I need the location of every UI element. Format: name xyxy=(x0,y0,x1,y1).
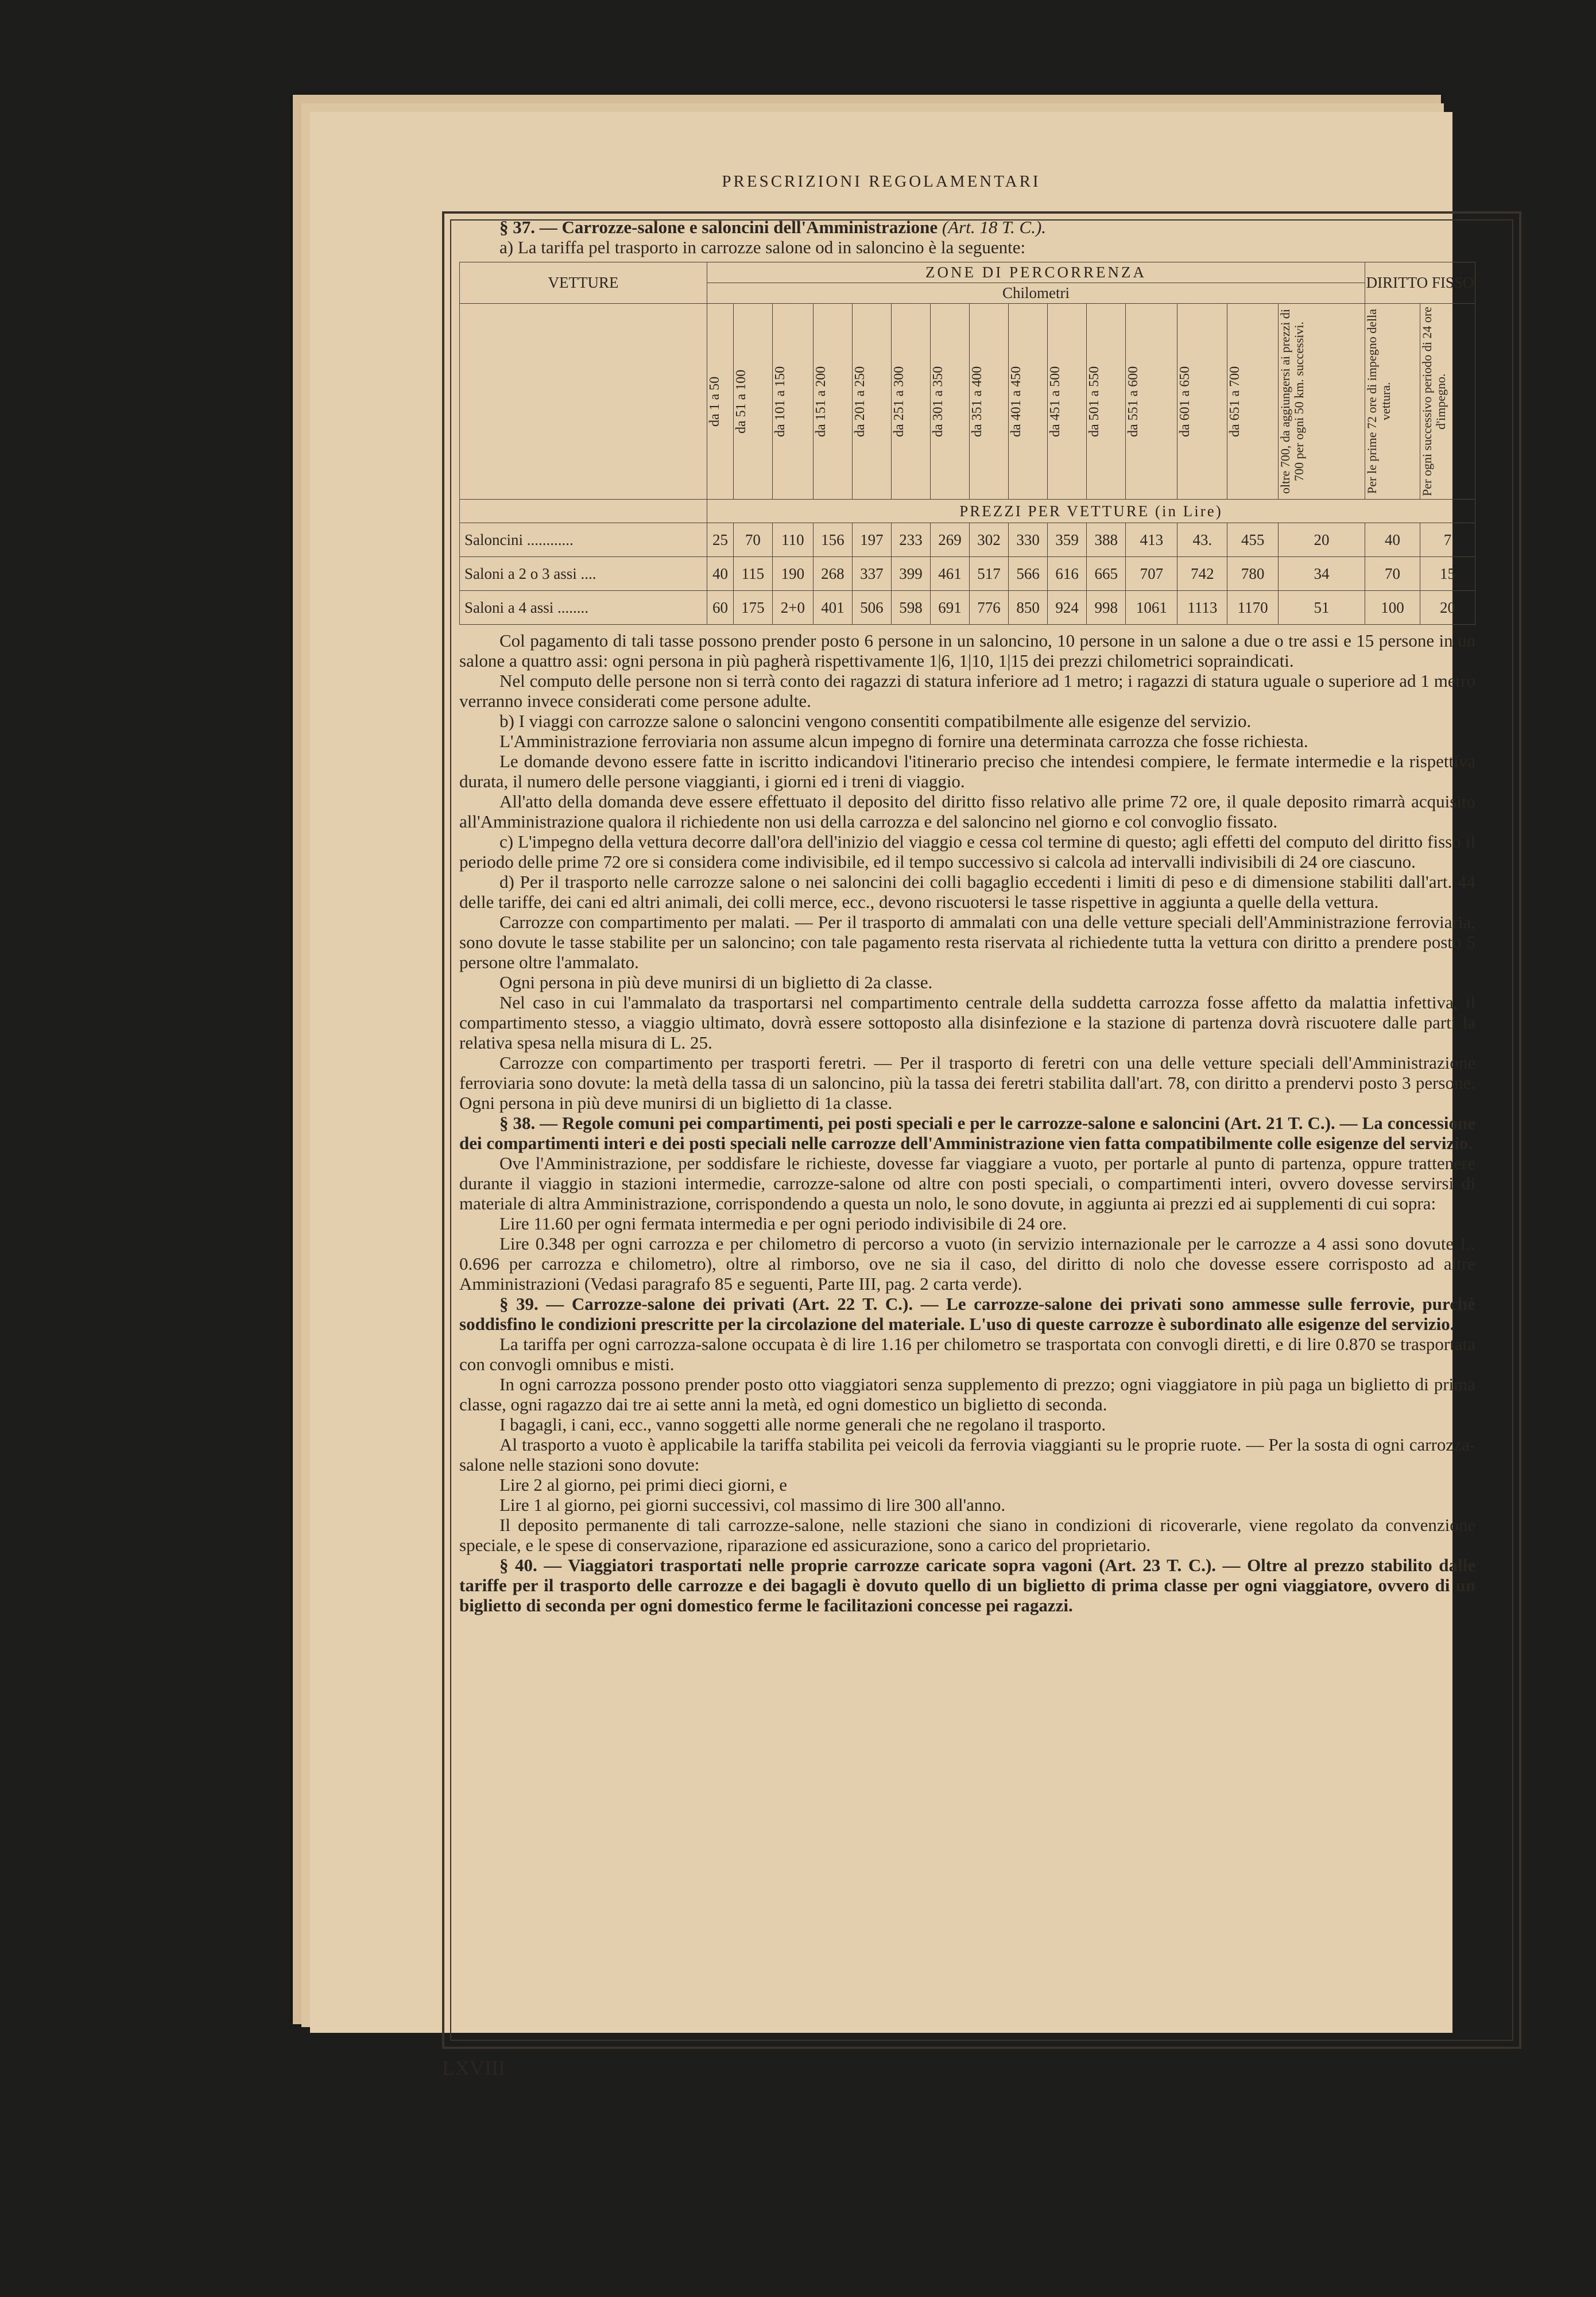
section-37-intro: a) La tariffa pel trasporto in carrozze salone od in saloncino è la seguente: xyxy=(499,237,1026,257)
price-cell: 399 xyxy=(891,557,930,591)
zone-label: da 251 a 300 xyxy=(891,366,907,437)
paragraph: La tariffa per ogni carrozza-salone occupata è di lire 1.16 per chilometro se trasportata con convogli diretti, e di lire 0.870 se trasportata con convogli omnibus e misti. xyxy=(459,1334,1475,1374)
price-cell: 517 xyxy=(970,557,1009,591)
paragraph: Nel caso in cui l'ammalato da trasportarsi nel compartimento centrale della suddetta carrozza fosse affetto da malattia infettiva, il compartimento stesso, a viaggio ultimato, dovrà essere sottoposto alla disinfezione e la stazione di partenza dovrà riscuotere dalle parti la relativa spesa nella misura di L. 25. xyxy=(459,992,1475,1053)
zone-cell xyxy=(1009,304,1048,500)
price-cell: 776 xyxy=(970,591,1009,625)
zone-header: ZONE DI PERCORRENZA xyxy=(707,262,1365,283)
paragraph: Carrozze con compartimento per malati. — Per il trasporto di ammalati con una delle vetture speciali dell'Amministrazione ferroviaria, sono dovute le tasse stabilite per un saloncino; con tale pagamento resta riservata al richiedente tutta la vettura con diritto a prendere posto 5 persone oltre l'ammalato. xyxy=(459,912,1475,972)
section-37-ref: (Art. 18 T. C.). xyxy=(942,217,1047,237)
zone-cell xyxy=(772,304,813,500)
price-cell: 175 xyxy=(733,591,772,625)
successivo-label: Per ogni successivo periodo di 24 ore d'impegno. xyxy=(1420,307,1448,496)
price-cell: 691 xyxy=(930,591,969,625)
paragraph: Il deposito permanente di tali carrozze-salone, nelle stazioni che siano in condizioni di ricoverarle, viene regolato da convenzione speciale, e le spese di conservazione, riparazione ed assicurazione, sono a carico del proprietario. xyxy=(459,1515,1475,1555)
section-40-paragraph: § 40. — Viaggiatori trasportati nelle proprie carrozze caricate sopra vagoni (Art. 23 T. C.). — Oltre al prezzo stabilito dalle tariffe per il trasporto delle carrozze e dei bagagli è dovuto quello di un biglietto di prima classe per ogni viaggiatore, ovvero di un biglietto di seconda per ogni domestico ferme le facilitazioni concesse pei ragazzi. xyxy=(459,1555,1475,1615)
page-number: LXVIII xyxy=(442,2056,505,2079)
row-label: Saloni a 2 o 3 assi .... xyxy=(460,557,707,591)
price-cell: 1170 xyxy=(1227,591,1279,625)
zone-label: da 101 a 150 xyxy=(772,366,788,437)
running-header: PRESCRIZIONI REGOLAMENTARI xyxy=(722,172,1041,191)
blank-cell xyxy=(460,500,707,523)
prezzi-header: PREZZI PER VETTURE (in Lire) xyxy=(707,500,1475,523)
zone-label: da 301 a 350 xyxy=(930,366,946,437)
row-label: Saloncini ............ xyxy=(460,523,707,557)
prime72-cell xyxy=(1365,304,1420,500)
paragraph: Lire 11.60 per ogni fermata intermedia e per ogni periodo indivisibile di 24 ore. xyxy=(499,1213,1067,1233)
zone-label: da 551 a 600 xyxy=(1126,366,1141,437)
zone-label: da 651 a 700 xyxy=(1227,366,1243,437)
successivo-cell xyxy=(1420,304,1475,500)
zone-cell xyxy=(813,304,852,500)
price-cell: 115 xyxy=(733,557,772,591)
oltre-label: oltre 700, da aggiungersi ai prezzi di 700 per ogni 50 km. successivi. xyxy=(1278,309,1306,494)
price-cell: 51 xyxy=(1279,591,1365,625)
table-row xyxy=(460,591,1475,625)
price-cell: 302 xyxy=(970,523,1009,557)
price-cell: 40 xyxy=(1365,523,1420,557)
price-cell: 665 xyxy=(1087,557,1126,591)
tariff-table xyxy=(459,262,1475,625)
price-cell: 70 xyxy=(733,523,772,557)
price-cell: 455 xyxy=(1227,523,1279,557)
price-cell: 388 xyxy=(1087,523,1126,557)
zone-label: da 51 a 100 xyxy=(733,369,749,434)
paragraph: Col pagamento di tali tasse possono prender posto 6 persone in un saloncino, 10 persone in un salone a due o tre assi e 15 persone in un salone a quattro assi: ogni persona in più pagherà rispettivamente 1|6, 1|10, 1|15 dei prezzi chilometrici sopraindicati. xyxy=(459,631,1475,671)
zone-label: da 351 a 400 xyxy=(970,366,985,437)
price-cell: 40 xyxy=(707,557,734,591)
price-cell: 337 xyxy=(852,557,891,591)
price-cell: 60 xyxy=(707,591,734,625)
blank-cell xyxy=(460,304,707,500)
paragraph: In ogni carrozza possono prender posto otto viaggiatori senza supplemento di prezzo; ogni viaggiatore in più paga un biglietto di prima classe, ogni ragazzo dai tre ai sette anni la metà, ed ogni domestico un biglietto di seconda. xyxy=(459,1374,1475,1414)
price-cell: 707 xyxy=(1126,557,1177,591)
col-vetture-header: VETTURE xyxy=(460,262,707,304)
zone-cell xyxy=(930,304,969,500)
paragraph: I bagagli, i cani, ecc., vanno soggetti alle norme generali che ne regolano il trasporto. xyxy=(499,1414,1106,1434)
zone-label: da 201 a 250 xyxy=(852,366,867,437)
price-cell: 20 xyxy=(1420,591,1475,625)
paragraph: Carrozze con compartimento per trasporti feretri. — Per il trasporto di feretri con una delle vetture speciali dell'Amministrazione ferroviaria sono dovute: la metà della tassa di un saloncino, più la tassa dei feretri stabilita dall'art. 78, con diritto a prendervi posto 3 persone. Ogni persona in più deve munirsi di un biglietto di 1a classe. xyxy=(459,1053,1475,1113)
price-cell: 566 xyxy=(1009,557,1048,591)
paragraph: Lire 1 al giorno, pei giorni successivi, col massimo di lire 300 all'anno. xyxy=(499,1495,1006,1515)
zone-cell xyxy=(1227,304,1279,500)
paragraph: Lire 2 al giorno, pei primi dieci giorni, e xyxy=(499,1475,788,1495)
zone-cell xyxy=(891,304,930,500)
price-cell: 190 xyxy=(772,557,813,591)
prime72-label: Per le prime 72 ore di impegno della vettura. xyxy=(1365,309,1393,494)
section-37-heading xyxy=(459,217,1475,237)
price-cell: 998 xyxy=(1087,591,1126,625)
price-cell: 100 xyxy=(1365,591,1420,625)
paragraph: Le domande devono essere fatte in iscritto indicandovi l'itinerario preciso che intendesi compiere, le fermate intermedie e la rispettiva durata, il numero delle persone viaggianti, i giorni ed i treni di viaggio. xyxy=(459,751,1475,791)
table-row xyxy=(460,557,1475,591)
zone-cell xyxy=(1087,304,1126,500)
price-cell: 233 xyxy=(891,523,930,557)
diritto-header: DIRITTO FISSO xyxy=(1365,262,1475,304)
paragraph: Al trasporto a vuoto è applicabile la tariffa stabilita pei veicoli da ferrovia viaggianti su le proprie ruote. — Per la sosta di ogni carrozza-salone nelle stazioni sono dovute: xyxy=(459,1434,1475,1475)
price-cell: 2+0 xyxy=(772,591,813,625)
section-37-title: § 37. — Carrozze-salone e saloncini dell'Amministrazione xyxy=(499,217,938,237)
price-cell: 359 xyxy=(1048,523,1087,557)
price-cell: 461 xyxy=(930,557,969,591)
zone-cell xyxy=(707,304,734,500)
price-cell: 780 xyxy=(1227,557,1279,591)
price-cell: 197 xyxy=(852,523,891,557)
paragraph: L'Amministrazione ferroviaria non assume alcun impegno di fornire una determinata carrozza che fosse richiesta. xyxy=(499,731,1308,751)
km-header: Chilometri xyxy=(707,283,1365,304)
price-cell: 742 xyxy=(1177,557,1227,591)
paragraph: b) I viaggi con carrozze salone o saloncini vengono consentiti compatibilmente alle esigenze del servizio. xyxy=(499,711,1252,731)
price-cell: 330 xyxy=(1009,523,1048,557)
price-cell: 616 xyxy=(1048,557,1087,591)
price-cell: 156 xyxy=(813,523,852,557)
price-cell: 850 xyxy=(1009,591,1048,625)
zone-cell xyxy=(1126,304,1177,500)
price-cell: 924 xyxy=(1048,591,1087,625)
zone-label: da 401 a 450 xyxy=(1009,366,1024,437)
price-cell: 506 xyxy=(852,591,891,625)
table-row xyxy=(460,523,1475,557)
paragraph: Lire 0.348 per ogni carrozza e per chilometro di percorso a vuoto (in servizio internazionale per le carrozze a 4 assi sono dovute L. 0.696 per carrozza e chilometro), oltre al rimborso, ove ne sia il caso, del diritto di nolo che dovesse essere corrisposto ad altre Amministrazioni (Vedasi paragrafo 85 e seguenti, Parte III, pag. 2 carta verde). xyxy=(459,1233,1475,1294)
paragraph: Ove l'Amministrazione, per soddisfare le richieste, dovesse far viaggiare a vuoto, per portarle al punto di partenza, oppure trattenere durante il viaggio in stazioni intermedie, carrozze-salone od altre con posti speciali, o compartimenti interi, ovvero dovesse servirsi di materiale di altra Amministrazione, corrispondendo a questa un nolo, le sono dovute, in aggiunta ai prezzi ed ai supplementi di cui sopra: xyxy=(459,1153,1475,1213)
price-cell: 7 xyxy=(1420,523,1475,557)
zone-label: da 1 a 50 xyxy=(707,376,722,427)
price-cell: 413 xyxy=(1126,523,1177,557)
paragraph: c) L'impegno della vettura decorre dall'ora dell'inizio del viaggio e cessa col termine di questo; agli effetti del computo del diritto fisso il periodo delle prime 72 ore si considera come indivisibile, ed il tempo successivo si calcola ad intervalli indivisibili di 24 ore ciascuno. xyxy=(459,832,1475,872)
paragraph: Nel computo delle persone non si terrà conto dei ragazzi di statura inferiore ad 1 metro; i ragazzi di statura uguale o superiore ad 1 metro verranno invece considerati come persone adulte. xyxy=(459,671,1475,711)
section-39-paragraph: § 39. — Carrozze-salone dei privati (Art. 22 T. C.). — Le carrozze-salone dei privati sono ammesse sulle ferrovie, purchè soddisfino le condizioni prescritte per la circolazione del materiale. L'uso di queste carrozze è subordinato alle esigenze del servizio. xyxy=(459,1294,1475,1334)
price-cell: 1061 xyxy=(1126,591,1177,625)
price-cell: 1113 xyxy=(1177,591,1227,625)
zone-cell xyxy=(733,304,772,500)
price-cell: 15 xyxy=(1420,557,1475,591)
price-cell: 43. xyxy=(1177,523,1227,557)
row-label: Saloni a 4 assi ........ xyxy=(460,591,707,625)
zone-label: da 501 a 550 xyxy=(1087,366,1102,437)
zone-cell xyxy=(1048,304,1087,500)
price-cell: 401 xyxy=(813,591,852,625)
price-cell: 269 xyxy=(930,523,969,557)
paragraph: d) Per il trasporto nelle carrozze salone o nei saloncini dei colli bagaglio eccedenti i limiti di peso e di dimensione stabiliti dall'art. 44 delle tariffe, dei cani ed altri animali, dei colli merce, ecc., devono riscuotersi le tasse rispettive in aggiunta a quelle della vettura. xyxy=(459,872,1475,912)
zone-label: da 151 a 200 xyxy=(813,366,828,437)
zone-label: da 451 a 500 xyxy=(1048,366,1063,437)
price-cell: 70 xyxy=(1365,557,1420,591)
page-content xyxy=(459,217,1475,1615)
paragraph: Ogni persona in più deve munirsi di un biglietto di 2a classe. xyxy=(499,972,933,992)
zone-cell xyxy=(1177,304,1227,500)
price-cell: 20 xyxy=(1279,523,1365,557)
section-38-paragraph: § 38. — Regole comuni pei compartimenti, pei posti speciali e per le carrozze-salone e saloncini (Art. 21 T. C.). — La concessione dei compartimenti interi e dei posti speciali nelle carrozze dell'Amministrazione vien fatta compatibilmente colle esigenze del servizio. xyxy=(459,1113,1475,1153)
price-cell: 268 xyxy=(813,557,852,591)
price-cell: 598 xyxy=(891,591,930,625)
price-cell: 110 xyxy=(772,523,813,557)
oltre-cell xyxy=(1279,304,1365,500)
paragraph: All'atto della domanda deve essere effettuato il deposito del diritto fisso relativo alle prime 72 ore, il quale deposito rimarrà acquisito all'Amministrazione qualora il richiedente non usi della carrozza e del saloncino nel giorno e col convoglio fissato. xyxy=(459,791,1475,832)
zone-cell xyxy=(970,304,1009,500)
zone-label: da 601 a 650 xyxy=(1177,366,1193,437)
price-cell: 25 xyxy=(707,523,734,557)
price-cell: 34 xyxy=(1279,557,1365,591)
zone-cell xyxy=(852,304,891,500)
